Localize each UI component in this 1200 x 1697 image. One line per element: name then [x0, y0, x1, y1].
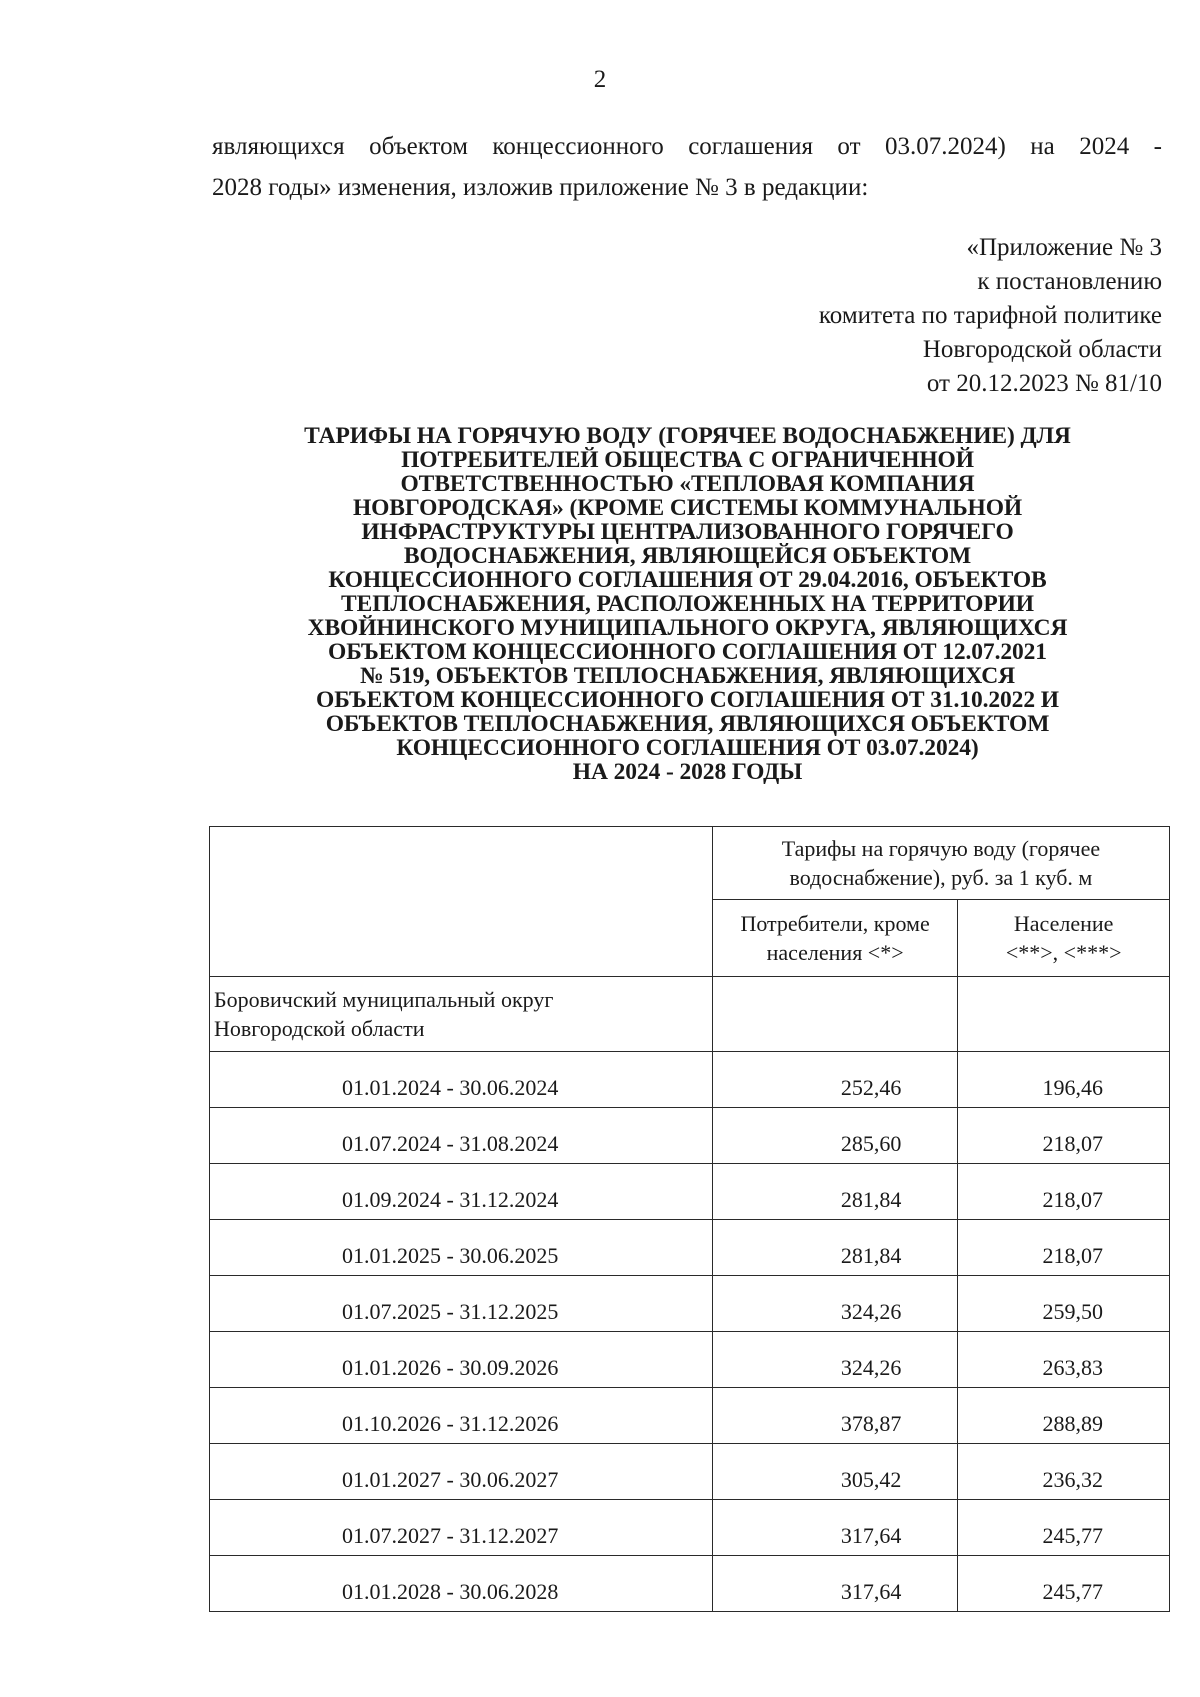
title-line: ХВОЙНИНСКОГО МУНИЦИПАЛЬНОГО ОКРУГА, ЯВЛЯЮЩИХСЯ: [307, 615, 1068, 641]
header-empty-cell: [210, 827, 713, 977]
table-row: [210, 1164, 1170, 1220]
consumers-tariff-cell: 378,87: [712, 1388, 958, 1444]
appendix-line: комитета по тарифной политике: [818, 302, 1162, 329]
population-tariff-cell: 263,83: [958, 1332, 1170, 1388]
appendix-line: Новгородской области: [922, 336, 1162, 363]
period-cell: 01.09.2024 - 31.12.2024: [210, 1164, 713, 1220]
intro-paragraph: [212, 126, 1162, 208]
appendix-line: от 20.12.2023 № 81/10: [926, 370, 1162, 397]
table-row: [210, 1276, 1170, 1332]
district-empty-cell: [712, 977, 958, 1052]
title-line: ИНФРАСТРУКТУРЫ ЦЕНТРАЛИЗОВАННОГО ГОРЯЧЕГО: [361, 519, 1014, 545]
header-text: Тарифы на горячую воду (горячее: [781, 836, 1101, 861]
district-row: [210, 977, 1170, 1052]
population-tariff-cell: 245,77: [958, 1500, 1170, 1556]
table-row: [210, 1108, 1170, 1164]
period-cell: 01.01.2028 - 30.06.2028: [210, 1556, 713, 1612]
population-tariff-cell: 259,50: [958, 1276, 1170, 1332]
title-line: КОНЦЕССИОННОГО СОГЛАШЕНИЯ ОТ 03.07.2024): [396, 735, 979, 761]
consumers-tariff-cell: 285,60: [712, 1108, 958, 1164]
header-consumers: [712, 900, 958, 977]
population-tariff-cell: 218,07: [958, 1220, 1170, 1276]
title-line: ОБЪЕКТОВ ТЕПЛОСНАБЖЕНИЯ, ЯВЛЯЮЩИХСЯ ОБЪЕКТОМ: [325, 711, 1050, 737]
period-cell: 01.01.2024 - 30.06.2024: [210, 1052, 713, 1108]
table-row: [210, 1332, 1170, 1388]
district-name: [210, 977, 713, 1052]
title-line: ПОТРЕБИТЕЛЕЙ ОБЩЕСТВА С ОГРАНИЧЕННОЙ: [401, 447, 974, 473]
header-text: населения <*>: [766, 940, 904, 965]
title-line: КОНЦЕССИОННОГО СОГЛАШЕНИЯ ОТ 29.04.2016, ОБЪЕКТОВ: [328, 567, 1047, 593]
district-empty-cell: [958, 977, 1170, 1052]
appendix-line: к постановлению: [977, 268, 1162, 295]
header-text: Потребители, кроме: [740, 911, 930, 936]
population-tariff-cell: 245,77: [958, 1556, 1170, 1612]
appendix-reference: [562, 231, 1162, 401]
header-population: [958, 900, 1170, 977]
header-tariffs-group: [712, 827, 1169, 900]
population-tariff-cell: 196,46: [958, 1052, 1170, 1108]
table-row: [210, 1500, 1170, 1556]
title-line: ВОДОСНАБЖЕНИЯ, ЯВЛЯЮЩЕЙСЯ ОБЪЕКТОМ: [403, 543, 972, 569]
title-line: НА 2024 - 2028 ГОДЫ: [572, 759, 803, 785]
title-line: ОТВЕТСТВЕННОСТЬЮ «ТЕПЛОВАЯ КОМПАНИЯ: [400, 471, 975, 497]
intro-line: являющихся объектом концессионного соглашения от 03.07.2024) на 2024 -: [212, 133, 1162, 160]
title-line: ТЕПЛОСНАБЖЕНИЯ, РАСПОЛОЖЕННЫХ НА ТЕРРИТОРИИ: [341, 591, 1034, 617]
page-number: 2: [593, 66, 607, 93]
header-text: <**>, <***>: [1005, 940, 1122, 965]
consumers-tariff-cell: 324,26: [712, 1276, 958, 1332]
district-text: Новгородской области: [214, 1016, 425, 1041]
period-cell: 01.10.2026 - 31.12.2026: [210, 1388, 713, 1444]
intro-line: 2028 годы» изменения, изложив приложение № 3 в редакции:: [212, 174, 869, 201]
table-header-row: [210, 827, 1170, 900]
consumers-tariff-cell: 305,42: [712, 1444, 958, 1500]
period-cell: 01.07.2027 - 31.12.2027: [210, 1500, 713, 1556]
header-text: Население: [1013, 911, 1114, 936]
consumers-tariff-cell: 324,26: [712, 1332, 958, 1388]
district-text: Боровичский муниципальный округ: [214, 987, 554, 1012]
period-cell: 01.01.2027 - 30.06.2027: [210, 1444, 713, 1500]
consumers-tariff-cell: 281,84: [712, 1164, 958, 1220]
title-line: ОБЪЕКТОМ КОНЦЕССИОННОГО СОГЛАШЕНИЯ ОТ 31.10.2022 И: [316, 687, 1059, 713]
tariff-table: [209, 826, 1170, 1612]
period-cell: 01.07.2024 - 31.08.2024: [210, 1108, 713, 1164]
title-line: ТАРИФЫ НА ГОРЯЧУЮ ВОДУ (ГОРЯЧЕЕ ВОДОСНАБЖЕНИЕ) ДЛЯ: [304, 423, 1071, 449]
consumers-tariff-cell: 281,84: [712, 1220, 958, 1276]
population-tariff-cell: 236,32: [958, 1444, 1170, 1500]
table-row: [210, 1220, 1170, 1276]
document-title: [205, 424, 1170, 784]
table-row: [210, 1388, 1170, 1444]
table-row: [210, 1444, 1170, 1500]
consumers-tariff-cell: 317,64: [712, 1500, 958, 1556]
population-tariff-cell: 288,89: [958, 1388, 1170, 1444]
period-cell: 01.01.2025 - 30.06.2025: [210, 1220, 713, 1276]
consumers-tariff-cell: 252,46: [712, 1052, 958, 1108]
title-line: № 519, ОБЪЕКТОВ ТЕПЛОСНАБЖЕНИЯ, ЯВЛЯЮЩИХСЯ: [360, 663, 1015, 689]
appendix-line: «Приложение № 3: [966, 234, 1162, 261]
population-tariff-cell: 218,07: [958, 1108, 1170, 1164]
table-row: [210, 1556, 1170, 1612]
title-line: НОВГОРОДСКАЯ» (КРОМЕ СИСТЕМЫ КОММУНАЛЬНОЙ: [352, 495, 1023, 521]
header-text: водоснабжение), руб. за 1 куб. м: [789, 865, 1093, 890]
population-tariff-cell: 218,07: [958, 1164, 1170, 1220]
period-cell: 01.07.2025 - 31.12.2025: [210, 1276, 713, 1332]
consumers-tariff-cell: 317,64: [712, 1556, 958, 1612]
period-cell: 01.01.2026 - 30.09.2026: [210, 1332, 713, 1388]
table-row: [210, 1052, 1170, 1108]
title-line: ОБЪЕКТОМ КОНЦЕССИОННОГО СОГЛАШЕНИЯ ОТ 12.07.2021: [328, 639, 1047, 665]
